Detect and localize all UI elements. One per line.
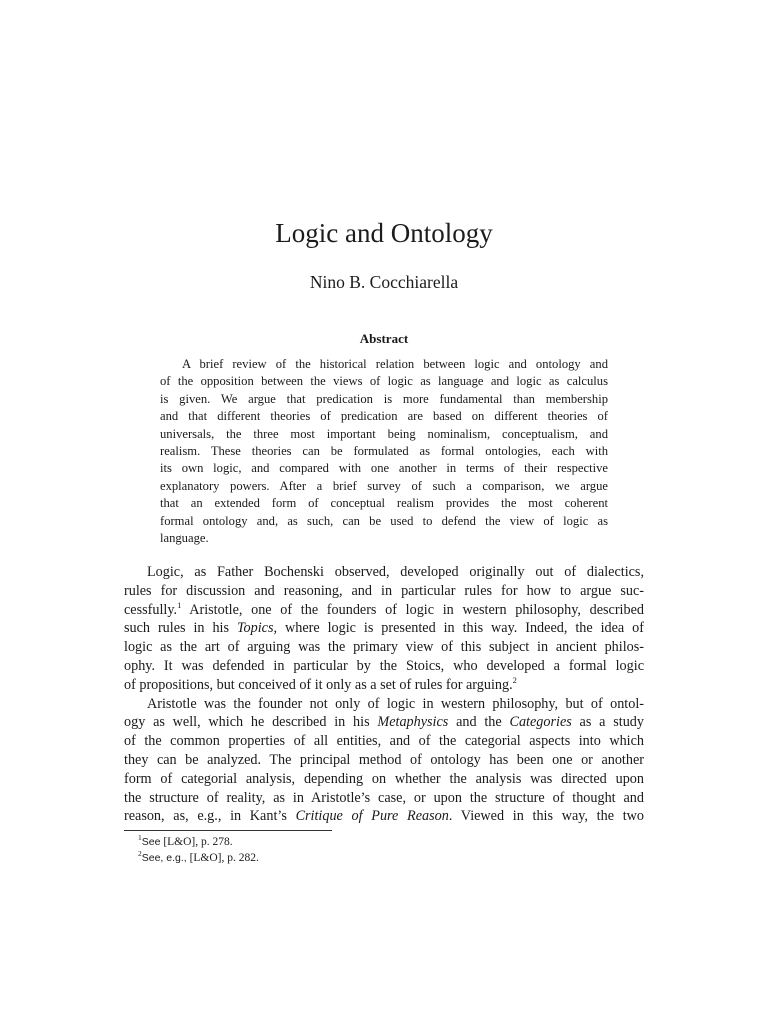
abstract-line: its own logic, and compared with one another in terms of their respective [160, 461, 608, 476]
paper-title: Logic and Ontology [275, 218, 493, 248]
footnote-marker: 2 [512, 674, 517, 685]
body-line [124, 713, 644, 732]
body-line [124, 807, 644, 826]
body-line: of the common properties of all entities, and of the categorial aspects into which [124, 733, 644, 750]
footnote-2 [138, 850, 538, 866]
abstract-line: that an extended form of conceptual realism provides the most coherent [160, 496, 608, 511]
footnote-rule [124, 830, 332, 831]
body-text-run: cessfully. [124, 601, 178, 618]
body-text-run: such rules in his [124, 620, 237, 637]
body-text-run: Aristotle, one of the founders of logic in western philosophy, described [181, 601, 644, 618]
footnotes [138, 834, 538, 866]
abstract-line: language. [160, 530, 209, 545]
body-text-run: as a study [571, 714, 644, 731]
abstract-body [160, 356, 608, 547]
body-line [124, 676, 644, 695]
footnote-text: [L&O], p. 282. [186, 852, 259, 864]
topics-title: Topics [236, 620, 274, 637]
abstract-line: formal ontology and, as such, can be used to defend the view of logic as [160, 513, 608, 528]
body-line: the structure of reality, as in Aristotle’s case, or upon the structure of thought and [124, 789, 644, 806]
abstract-line: universals, the three most important being nominalism, conceptualism, and [160, 426, 608, 441]
footnote-number: 1 [138, 833, 142, 842]
body-line: logic as the art of arguing was the primary view of this subject in ancient philos- [124, 639, 644, 656]
body-text-run: and the [448, 714, 510, 731]
footnote-see: See, e.g., [141, 852, 187, 864]
body-line: they can be analyzed. The principal method of ontology has been one or another [124, 751, 644, 768]
critique-title: Critique of Pure Reason [295, 808, 449, 825]
body-line: Logic, as Father Bochenski observed, developed originally out of dialectics, [147, 564, 644, 580]
body-line: Aristotle was the founder not only of logic in western philosophy, but of ontol- [147, 695, 644, 712]
footnote-text: [L&O], p. 278. [160, 836, 233, 848]
abstract-line: and that different theories of predication are based on different theories of [160, 409, 608, 424]
categories-title: Categories [509, 714, 572, 731]
abstract-line: is given. We argue that predication is more fundamental than membership [160, 391, 608, 406]
body-line [124, 601, 644, 620]
footnote-number: 2 [138, 849, 142, 858]
body-line: ophy. It was defended in particular by the Stoics, who developed a formal logic [124, 657, 644, 674]
abstract-heading: Abstract [359, 331, 409, 346]
body-line: form of categorial analysis, depending on whether the analysis was directed upon [124, 770, 644, 787]
paper-author: Nino B. Cocchiarella [309, 272, 459, 292]
metaphysics-title: Metaphysics [377, 714, 449, 731]
abstract-line: A brief review of the historical relation between logic and ontology and [182, 357, 608, 371]
body-text-run: , where logic is presented in this way. Indeed, the idea of [273, 620, 644, 637]
body-text-run: ogy as well, which he described in his [124, 714, 378, 731]
body-text-run: of propositions, but conceived of it only as a set of rules for arguing. [124, 676, 513, 693]
footnote-marker: 1 [177, 599, 182, 610]
body-line [124, 619, 644, 638]
body-text [124, 563, 644, 826]
abstract-line: realism. These theories can be formulated as formal ontologies, each with [160, 443, 608, 458]
body-line: rules for discussion and reasoning, and in particular rules for how to argue suc- [124, 582, 644, 599]
abstract-line: explanatory powers. After a brief survey of such a comparison, we argue [160, 478, 608, 493]
body-text-run: . Viewed in this way, the two [448, 808, 644, 825]
footnote-see: See [141, 836, 161, 848]
footnote-1 [138, 834, 538, 850]
abstract-line: of the opposition between the views of logic as language and logic as calculus [160, 374, 608, 389]
body-text-run: reason, as, e.g., in Kant’s [124, 808, 296, 825]
